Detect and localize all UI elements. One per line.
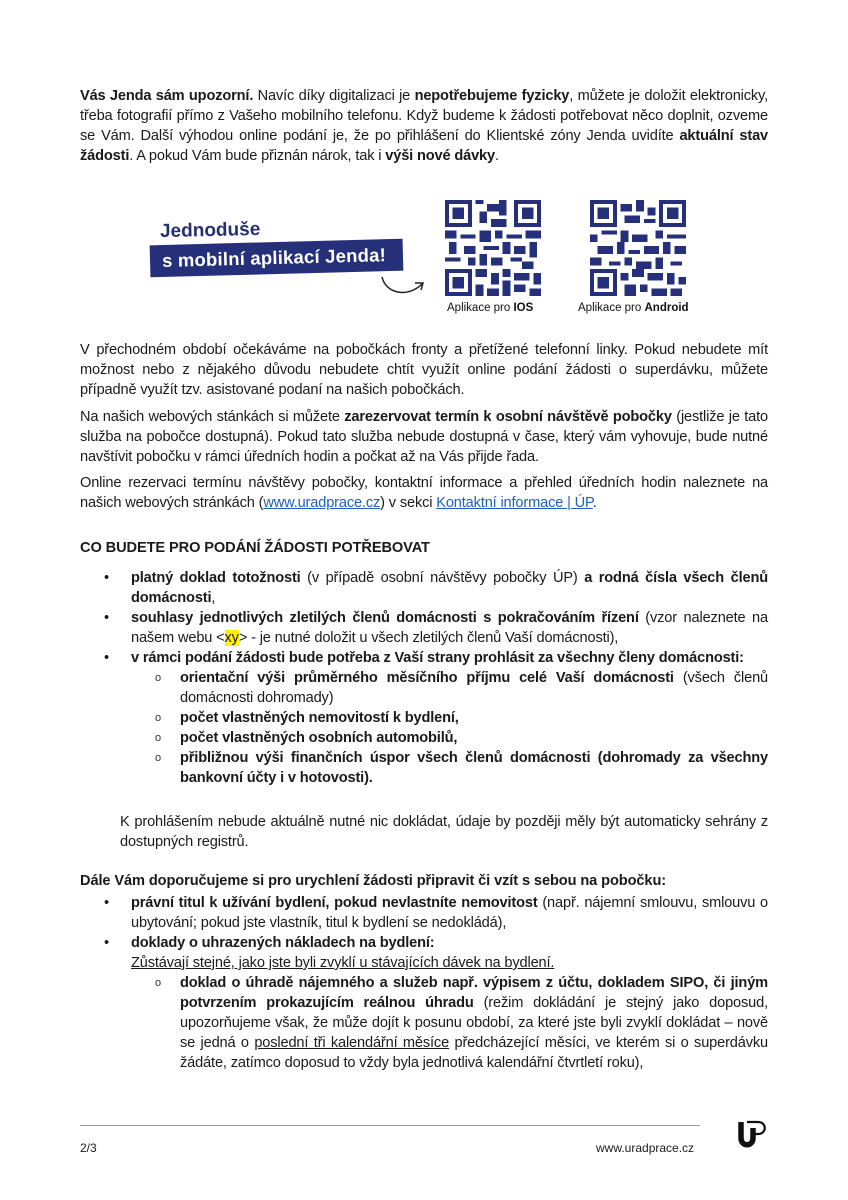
bold-text: a rodná čísla všech členů domácnosti: [131, 570, 768, 606]
up-logo-icon: [738, 1118, 768, 1150]
uradprace-link[interactable]: www.uradprace.cz: [263, 495, 381, 511]
page-number: 2/3: [80, 1141, 97, 1155]
text: ) v sekci: [380, 495, 437, 511]
sublist-item: [155, 668, 768, 708]
bold-text: doklad o úhradě nájemného a služeb např. výpisem z účtu, dokladem SIPO, či jiným potvrzením prokazujícím reálnou úhradu: [180, 975, 768, 1011]
circle-bullet-icon: o: [155, 977, 161, 989]
list-item: [104, 568, 768, 608]
promo-banner: [150, 239, 404, 278]
text: (jestliže je tato služba na pobočce dostupná). Pokud tato služba nebude dostupná v čase, který vám vyhovuje, bude nutné navštívit pobočku v rámci úředních hodin a počkat až na Vás přijde řada.: [80, 409, 768, 465]
circle-bullet-icon: o: [155, 712, 161, 724]
highlighted-placeholder: xy: [224, 630, 239, 646]
list-item: [104, 608, 768, 648]
bold-text: přibližnou výši finančních úspor všech členů domácnosti (dohromady za všechny bankovní účty i v hotovosti).: [180, 750, 768, 786]
text: (vzor naleznete na našem webu <: [131, 610, 768, 646]
bold-text: aktuální stav žádosti: [80, 128, 769, 164]
bullet-icon: •: [104, 935, 109, 951]
text: předcházející měsíci, ve kterém si o superdávku žádáte, zatímco doposud to vždy byla jednotlivá kalendářní čtvrtletí roku),: [180, 1035, 768, 1071]
reservation-paragraph: [80, 407, 768, 467]
bullet-icon: •: [104, 570, 109, 586]
sublist-item: [155, 728, 768, 748]
recommendations-list: [104, 893, 768, 1073]
circle-bullet-icon: o: [155, 752, 161, 764]
footer-divider: [80, 1125, 700, 1126]
online-paragraph: [80, 473, 768, 513]
text: Online rezervaci termínu návštěvy pobočky, kontaktní informace a přehled úředních hodin naleznete na našich webových stránkách (: [80, 475, 768, 511]
list-item: [104, 893, 768, 933]
text: Na našich webových stánkách si můžete: [80, 409, 345, 425]
requirements-list: [104, 568, 768, 788]
list-item: [104, 648, 768, 788]
text: Aplikace pro: [578, 302, 645, 314]
circle-bullet-icon: o: [155, 672, 161, 684]
bold-text: souhlasy jednotlivých zletilých členů domácnosti s pokračováním řízení: [131, 610, 639, 626]
text: Aplikace pro: [447, 302, 514, 314]
bold-text: zarezervovat termín k osobní návštěvě pobočky: [344, 409, 672, 425]
bullet-icon: •: [104, 895, 109, 911]
text: Navíc díky digitalizaci je: [253, 88, 415, 104]
bold-text: Android: [644, 302, 689, 314]
bold-text: výši nové dávky: [385, 148, 495, 164]
text: (např. nájemní smlouvu, smlouvu o ubytování; pokud jste vlastník, titul k bydlení se nedokládá),: [131, 895, 768, 931]
sublist-item: [155, 748, 768, 788]
transition-paragraph: V přechodném období očekáváme na pobočkách fronty a přetížené telefonní linky. Pokud nebudete mít možnost nebo z nějakého důvodu nebudete chtít využít online podání žádosti o superdávku, můžete případně využít tzv. asistované podaní na našich pobočkách.: [80, 342, 768, 398]
underlined-text: Zůstávají stejné, jako jste byli zvyklí u stávajících dávek na bydlení.: [131, 955, 555, 971]
bold-text: počet vlastněných nemovitostí k bydlení,: [180, 710, 459, 726]
text: . A pokud Vám bude přiznán nárok, tak i: [129, 148, 386, 164]
circle-bullet-icon: o: [155, 732, 161, 744]
qr-code-ios-icon[interactable]: [445, 200, 541, 296]
bold-text: nepotřebujeme fyzicky: [414, 88, 570, 104]
bold-text: orientační výši průměrného měsíčního příjmu celé Vaší domácnosti: [180, 670, 674, 686]
bold-text: doklady o uhrazených nákladech na bydlení:: [131, 935, 435, 951]
bold-text: IOS: [513, 302, 534, 314]
bold-text: platný doklad totožnosti: [131, 570, 301, 586]
bold-text: počet vlastněných osobních automobilů,: [180, 730, 458, 746]
sublist-item: [155, 708, 768, 728]
list-item: [104, 933, 768, 1073]
section-heading-recommendations: Dále Vám doporučujeme si pro urychlení žádosti připravit či vzít s sebou na pobočku:: [80, 873, 667, 889]
text: , můžete je doložit elektronicky, třeba fotografií přímo z Vašeho mobilního telefonu. Když budeme k žádosti potřebovat něco doplnit, ozveme se Vám. Další výhodou online podání je, že po přihlášení do Klientské zóny Jenda uvidíte: [80, 88, 769, 144]
promo-subtitle: s mobilní aplikací Jenda!: [161, 244, 387, 271]
qr-ios-label: [447, 302, 533, 314]
bullet-icon: •: [104, 610, 109, 626]
housing-costs-sublist: [155, 973, 768, 1073]
bullet-icon: •: [104, 650, 109, 666]
text: .: [495, 148, 499, 164]
promo-title: Jednoduše: [159, 218, 261, 243]
section-heading-requirements: CO BUDETE PRO PODÁNÍ ŽÁDOSTI POTŘEBOVAT: [80, 540, 430, 556]
text: (všech členů domácnosti dohromady): [180, 670, 769, 706]
declaration-sublist: [155, 668, 768, 788]
text: > - je nutné doložit u všech zletilých členů Vaší domácnosti),: [238, 630, 619, 646]
sublist-item: [155, 973, 768, 1073]
text: (v případě osobní návštěvy pobočky ÚP): [300, 570, 585, 586]
text: .: [592, 495, 597, 511]
bold-text: v rámci podání žádosti bude potřeba z Vaší strany prohlásit za všechny členy domácnosti:: [131, 650, 744, 666]
qr-android-label: [578, 302, 689, 314]
curved-arrow-icon: [378, 274, 428, 300]
contact-info-link[interactable]: Kontaktní informace | ÚP: [436, 495, 593, 511]
bold-text: právní titul k užívání bydlení, pokud nevlastníte nemovitost: [131, 895, 538, 911]
text: (režim dokládání je stejný jako doposud, upozorňujeme však, že může dojít k posunu období, za které jste byli zvyklí dokládat – nově se jedná o: [180, 995, 768, 1051]
intro-paragraph: [80, 86, 768, 166]
qr-code-android-icon[interactable]: [590, 200, 686, 296]
declaration-note: K prohlášením nebude aktuálně nutné nic dokládat, údaje by později měly být automaticky sehrány z dostupných registrů.: [120, 814, 768, 850]
text: ,: [211, 590, 216, 606]
underlined-text: poslední tři kalendářní měsíce: [254, 1035, 450, 1051]
footer-url: www.uradprace.cz: [596, 1141, 695, 1155]
intro-lead: Vás Jenda sám upozorní.: [80, 88, 254, 104]
